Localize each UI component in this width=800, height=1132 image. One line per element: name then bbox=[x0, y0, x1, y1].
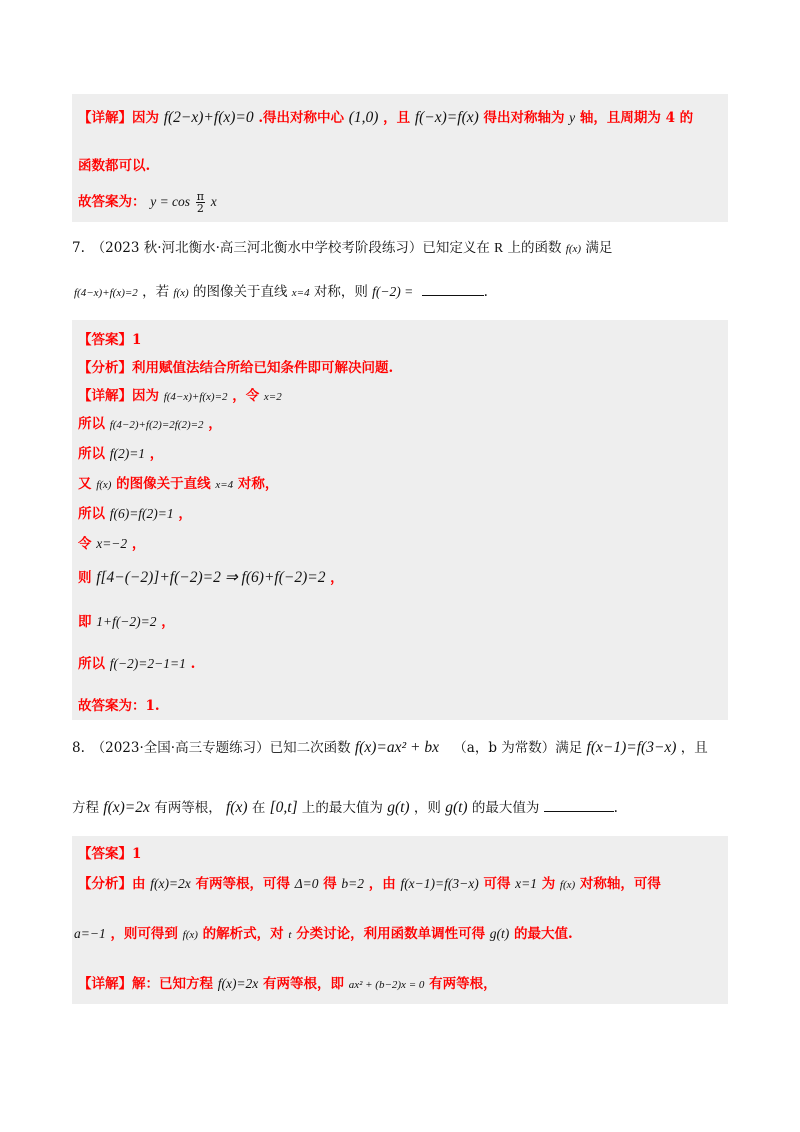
q7-answer-blank bbox=[422, 295, 484, 296]
q7-d2-a: 所以 bbox=[78, 416, 105, 432]
q7-d4-b: 的图像关于直线 bbox=[116, 476, 211, 492]
q7-d1-eq: f(4−x)+f(x)=2 bbox=[163, 391, 228, 403]
q8-an2-b: 的解析式，对 bbox=[202, 926, 284, 942]
q8-analysis-2 bbox=[74, 922, 573, 942]
q7-d8-a: 即 bbox=[78, 614, 92, 630]
q7-stem-a: 7. （2023 秋·河北衡水·高三河北衡水中学校考阶段练习）已知定义在 bbox=[72, 240, 490, 256]
q8-stem-f: 上的最大值为 bbox=[301, 800, 383, 816]
q8-stem-g: ，则 bbox=[413, 800, 441, 816]
q8-an2-fx: f(x) bbox=[182, 929, 198, 941]
q8-analysis-1 bbox=[78, 872, 661, 892]
q7-answer: 【答案】1 bbox=[78, 332, 142, 348]
q7-detail-4 bbox=[78, 472, 278, 492]
q7-d8-b: ， bbox=[161, 614, 175, 630]
q8-an2-c: 分类讨论，利用函数单调性可得 bbox=[296, 926, 486, 942]
q8-an1-a: 【分析】由 bbox=[78, 876, 146, 892]
q8-an1-eq4: f(x−1)=f(3−x) bbox=[400, 876, 479, 891]
q7-d8-eq: 1+f(−2)=2 bbox=[96, 614, 157, 629]
q7-d4-fx: f(x) bbox=[96, 479, 112, 491]
q8-fx: f(x) bbox=[226, 799, 248, 816]
q6-text1: .得出对称中心 bbox=[258, 110, 345, 126]
q8-answer: 【答案】1 bbox=[78, 846, 142, 862]
q8-stem-b: ，且 bbox=[680, 740, 708, 756]
q7-d4-c: 对称， bbox=[237, 476, 279, 492]
q8-stem-h: 的最大值为 bbox=[471, 800, 540, 816]
q8-stem-d: 有两等根， bbox=[154, 800, 222, 816]
q8-gt-2: g(t) bbox=[445, 799, 468, 816]
q8-eq: f(x)=2x bbox=[103, 799, 150, 816]
q7-d6-a: 令 bbox=[78, 536, 92, 552]
q7-analysis: 【分析】利用赋值法结合所给已知条件即可解决问题. bbox=[78, 360, 394, 376]
q7-d7-a: 则 bbox=[78, 570, 92, 586]
q8-an1-d: ，由 bbox=[368, 876, 396, 892]
q7-d5-a: 所以 bbox=[78, 506, 105, 522]
q7-detail-2 bbox=[78, 412, 222, 432]
q7-stem-b: 上的函数 bbox=[507, 240, 562, 256]
q7-d9-eq: f(−2)=2−1=1 bbox=[109, 656, 186, 671]
q7-detail-8 bbox=[78, 610, 175, 630]
q8-an1-eq2: Δ=0 bbox=[294, 876, 319, 891]
q8-an1-f: 为 bbox=[541, 876, 556, 892]
q6-answer-frac bbox=[196, 191, 205, 214]
q7-stem-c: 满足 bbox=[585, 240, 613, 256]
q8-cond: f(x−1)=f(3−x) bbox=[586, 739, 677, 756]
q8-params: （a，b 为常数）满足 bbox=[453, 740, 583, 756]
q7-stem-f: 对称，则 bbox=[313, 284, 368, 300]
q6-answer-frac-num: π bbox=[196, 190, 204, 203]
q7-fx: f(x) bbox=[565, 243, 582, 255]
q7-detail-7 bbox=[78, 566, 344, 587]
q7-cond: f(4−x)+f(x)=2 bbox=[74, 287, 138, 299]
q7-d2-b: ， bbox=[208, 416, 222, 432]
q7-d3-b: ， bbox=[149, 446, 164, 462]
q8-an1-eq1: f(x)=2x bbox=[150, 876, 191, 891]
q7-d3-eq: f(2)=1 bbox=[109, 446, 146, 461]
q7-stem-line-2: f(4−x)+f(x)=2 ，若 f(x) 的图像关于直线 x=4 对称，则 f(−2) = . bbox=[74, 284, 488, 300]
q6-text3: 得出对称轴为 bbox=[483, 110, 565, 126]
q8-fx-def: f(x)=ax² + bx bbox=[354, 739, 439, 756]
q6-detail-tag: 【详解】因为 bbox=[78, 110, 159, 126]
q7-d1-let: x=2 bbox=[263, 391, 282, 403]
q7-detail-9 bbox=[78, 652, 195, 672]
q7-final: 故答案为：1. bbox=[78, 698, 160, 714]
q6-answer-tail: x bbox=[210, 194, 217, 209]
q7-detail-3 bbox=[78, 442, 163, 462]
q6-eq1: f(2−x)+f(x)=0 bbox=[163, 109, 254, 126]
q8-an2-d: 的最大值. bbox=[513, 926, 573, 942]
q8-stem-a: 8. （2023·全国·高三专题练习）已知二次函数 bbox=[72, 740, 351, 756]
q6-answer-line bbox=[78, 190, 217, 214]
q8-detail-1 bbox=[78, 972, 497, 992]
q8-an2-a: ，则可得到 bbox=[110, 926, 178, 942]
q7-detail-6 bbox=[78, 532, 145, 552]
q8-stem-line-1 bbox=[72, 736, 708, 757]
q7-d7-eq: f[4−(−2)]+f(−2)=2 ⇒ f(6)+f(−2)=2 bbox=[96, 569, 326, 586]
q8-de-a: 【详解】解：已知方程 bbox=[78, 976, 213, 992]
q7-detail-1 bbox=[78, 384, 282, 404]
q7-d3-a: 所以 bbox=[78, 446, 105, 462]
q7-line: x=4 bbox=[291, 287, 310, 299]
q6-detail-line bbox=[78, 106, 693, 127]
q6-answer-tag: 故答案为： bbox=[78, 194, 146, 210]
q6-answer: y = cos bbox=[150, 194, 191, 209]
q8-de-c: 有两等根， bbox=[429, 976, 497, 992]
q8-an1-g: 对称轴，可得 bbox=[579, 876, 661, 892]
q7-d9-a: 所以 bbox=[78, 656, 105, 672]
q8-stem-line-2: 方程 f(x)=2x 有两等根， f(x) 在 [0,t] 上的最大值为 g(t) ，则 g(t) 的最大值为 . bbox=[72, 799, 618, 816]
q7-detail-5 bbox=[78, 502, 192, 522]
q6-text2: ，且 bbox=[383, 110, 411, 126]
q7-d6-b: ， bbox=[131, 536, 146, 552]
q7-d7-b: ， bbox=[330, 570, 344, 586]
q8-interval: [0,t] bbox=[269, 799, 298, 816]
q6-text4: 轴，且周期为 4 的 bbox=[579, 110, 694, 126]
q8-an2-eq: a=−1 bbox=[74, 926, 106, 941]
q8-de-eq1: f(x)=2x bbox=[217, 976, 259, 991]
q6-eq2: f(−x)=f(x) bbox=[414, 109, 479, 126]
q8-an2-t: t bbox=[288, 929, 292, 941]
q7-stem-line-1 bbox=[72, 236, 612, 256]
q6-center: (1,0) bbox=[348, 109, 379, 126]
q8-gt: g(t) bbox=[387, 799, 410, 816]
q7-d4-a: 又 bbox=[78, 476, 92, 492]
q7-stem-d: ，若 bbox=[142, 284, 170, 300]
q7-stem-e: 的图像关于直线 bbox=[192, 284, 288, 300]
q7-domain: R bbox=[494, 240, 504, 255]
q8-an1-eq3: b=2 bbox=[341, 876, 365, 891]
q8-stem-c: 方程 bbox=[72, 800, 99, 816]
q8-an1-e: 可得 bbox=[483, 876, 511, 892]
q8-an1-fx: f(x) bbox=[559, 879, 576, 891]
q8-an1-b: 有两等根，可得 bbox=[195, 876, 290, 892]
q8-an1-eq5: x=1 bbox=[515, 876, 538, 891]
q8-an2-gt: g(t) bbox=[489, 926, 510, 941]
q7-fx-2: f(x) bbox=[173, 287, 189, 299]
q7-d9-b: . bbox=[190, 656, 196, 672]
q8-an1-c: 得 bbox=[323, 876, 337, 892]
q8-stem-e: 在 bbox=[251, 800, 266, 816]
q7-d1-b: ，令 bbox=[232, 388, 260, 404]
q6-detail-line-2 bbox=[78, 154, 150, 174]
q8-answer-blank bbox=[544, 811, 614, 812]
q7-ask: f(−2) = bbox=[372, 284, 414, 299]
q7-d5-b: ， bbox=[178, 506, 192, 522]
q7-d2-eq: f(4−2)+f(2)=2f(2)=2 bbox=[109, 419, 204, 431]
q7-d6-eq: x=−2 bbox=[96, 536, 128, 551]
q8-de-eq2: ax² + (b−2)x = 0 bbox=[348, 979, 425, 991]
q7-d5-eq: f(6)=f(2)=1 bbox=[109, 506, 174, 521]
q7-d4-line: x=4 bbox=[215, 479, 234, 491]
q6-axis-var: y bbox=[569, 110, 576, 125]
q7-d1-a: 【详解】因为 bbox=[78, 388, 159, 404]
q6-answer-frac-den: 2 bbox=[196, 202, 204, 215]
q6-text5: 函数都可以. bbox=[78, 158, 151, 174]
q8-de-b: 有两等根，即 bbox=[263, 976, 344, 992]
